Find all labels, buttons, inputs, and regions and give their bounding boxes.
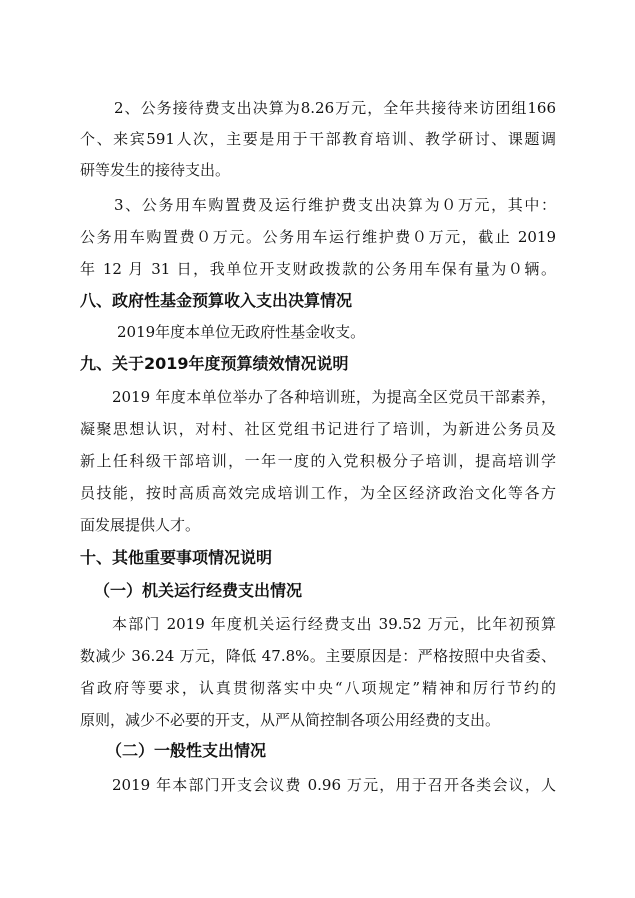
section-9-line-1: 2019 年度本单位举办了各种培训班，为提高全区党员干部素养， bbox=[112, 388, 556, 406]
vehicle-line-3: 年 12 月 31 日，我单位开支财政拨款的公务用车保有量为０辆。 bbox=[80, 260, 556, 278]
section-9-line-4: 员技能，按时高质高效完成培训工作，为全区经济政治文化等各方 bbox=[80, 484, 556, 502]
subsection-2-line-1: 2019 年本部门开支会议费 0.96 万元，用于召开各类会议，人 bbox=[112, 776, 556, 794]
hospitality-line-1: 2、公务接待费支出决算为8.26万元，全年共接待来访团组166 bbox=[114, 99, 556, 117]
subsection-1-line-1: 本部门 2019 年度机关运行经费支出 39.52 万元，比年初预算 bbox=[112, 615, 556, 633]
section-9-heading: 九、关于2019年度预算绩效情况说明 bbox=[80, 354, 349, 373]
subsection-1-heading: （一）机关运行经费支出情况 bbox=[94, 581, 303, 600]
subsection-1-line-4: 原则，减少不必要的开支，从严从简控制各项公用经费的支出。 bbox=[80, 711, 501, 729]
hospitality-line-2: 个、来宾591人次，主要是用于干部教育培训、教学研讨、课题调 bbox=[80, 130, 556, 148]
subsection-1-line-3: 省政府等要求，认真贯彻落实中央“八项规定”精神和厉行节约的 bbox=[80, 679, 556, 697]
section-9-line-5: 面发展提供人才。 bbox=[80, 516, 201, 534]
section-9-line-3: 新上任科级干部培训，一年一度的入党积极分子培训，提高培训学 bbox=[80, 452, 556, 470]
section-8-text: 2019年度本单位无政府性基金收支。 bbox=[117, 323, 366, 341]
hospitality-line-3: 研等发生的接待支出。 bbox=[80, 161, 231, 179]
vehicle-line-1: 3、公务用车购置费及运行维护费支出决算为０万元，其中： bbox=[114, 196, 556, 214]
vehicle-line-2: 公务用车购置费０万元。公务用车运行维护费０万元，截止 2019 bbox=[80, 228, 556, 246]
section-9-line-2: 凝聚思想认识，对村、社区党组书记进行了培训，为新进公务员及 bbox=[80, 420, 556, 438]
subsection-1-line-2: 数减少 36.24 万元，降低 47.8%。主要原因是：严格按照中央省委、 bbox=[80, 647, 556, 665]
section-8-heading: 八、政府性基金预算收入支出决算情况 bbox=[80, 291, 353, 310]
section-10-heading: 十、其他重要事项情况说明 bbox=[80, 548, 273, 567]
subsection-2-heading: （二）一般性支出情况 bbox=[106, 741, 267, 760]
